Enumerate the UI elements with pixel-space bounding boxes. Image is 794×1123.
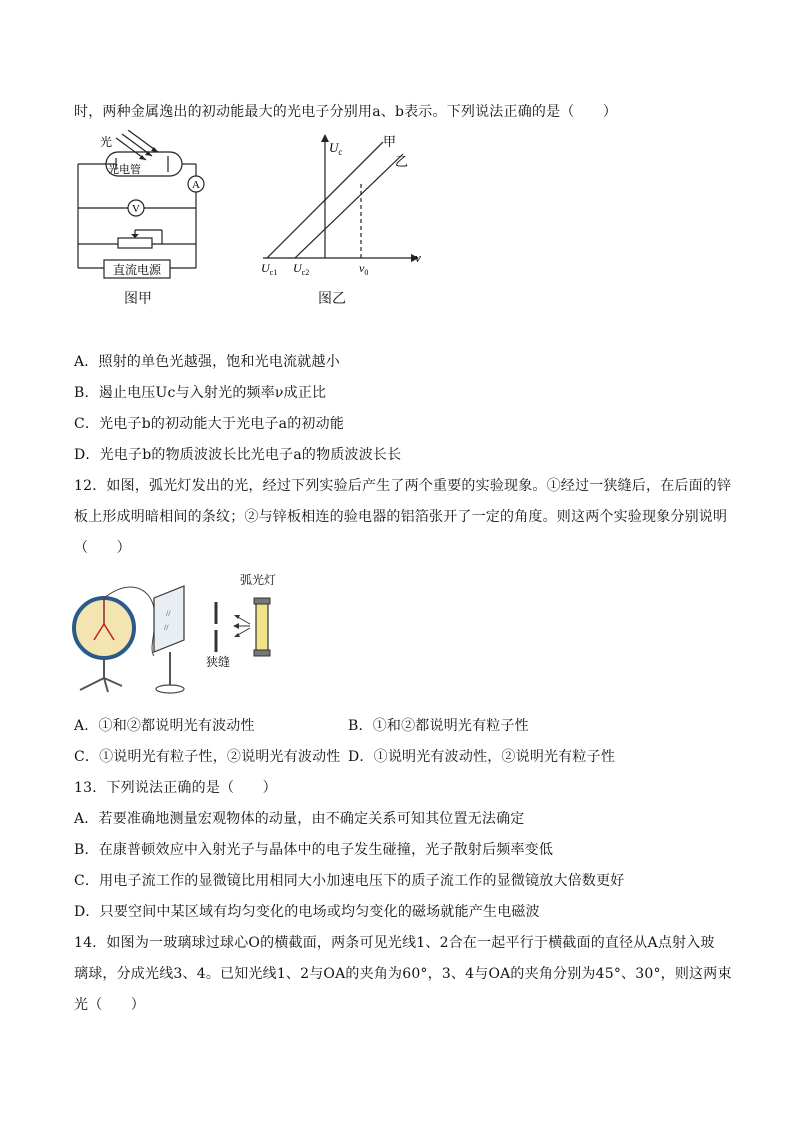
x-axis-label: ν <box>415 250 421 265</box>
q12-option-c: C．①说明光有粒子性，②说明光有波动性 <box>74 749 341 765</box>
voltmeter-label: V <box>132 203 140 215</box>
line-yi-label: 乙 <box>395 154 409 169</box>
ammeter-label: A <box>192 179 200 191</box>
q11-intro: 时，两种金属逸出的初动能最大的光电子分别用a、b表示。下列说法正确的是（ ） <box>74 104 618 120</box>
q12-option-b: B．①和②都说明光有粒子性 <box>348 718 529 734</box>
light-label: 光 <box>100 135 113 149</box>
circuit-figure <box>70 130 220 290</box>
q13-stem: 13．下列说法正确的是（ ） <box>74 780 277 796</box>
q12-option-a: A．①和②都说明光有波动性 <box>74 718 255 734</box>
q13-option-a: A．若要准确地测量宏观物体的动量，由不确定关系可知其位置无法确定 <box>74 811 525 827</box>
nu0-label: $\nu_0$ <box>359 261 369 277</box>
source-label: 直流电源 <box>112 263 162 277</box>
q14-stem-2: 璃球，分成光线3、4。已知光线1、2与OA的夹角为60°，3、4与OA的夹角分别为45°、30°，则这两束 <box>74 966 732 982</box>
tube-label: 光电管 <box>108 164 141 176</box>
q14-stem-3: 光（ ） <box>74 997 145 1013</box>
q11-option-c: C．光电子b的初动能大于光电子a的初动能 <box>74 416 345 432</box>
line-jia-label: 甲 <box>383 134 397 149</box>
q11-option-a: A．照射的单色光越强，饱和光电流就越小 <box>74 354 340 370</box>
fig-b-caption: 图乙 <box>318 291 346 307</box>
q13-option-b: B．在康普顿效应中入射光子与晶体中的电子发生碰撞，光子散射后频率变低 <box>74 842 554 858</box>
uc1-label: $U_{c1}$ <box>261 261 278 277</box>
q12-stem-1: 12．如图，弧光灯发出的光，经过下列实验后产生了两个重要的实验现象。①经过一狭缝后，在后面的锌 <box>74 478 732 494</box>
arc-lamp-experiment-figure <box>70 568 290 703</box>
q14-stem-1: 14．如图为一玻璃球过球心O的横截面，两条可见光线1、2合在一起平行于横截面的直径从A点射入玻 <box>74 935 715 951</box>
arc-lamp-label: 弧光灯 <box>240 573 277 587</box>
q12-option-d: D．①说明光有波动性，②说明光有粒子性 <box>348 749 616 765</box>
q12-stem-3: （ ） <box>74 540 131 556</box>
q13-option-c: C．用电子流工作的显微镜比用相同大小加速电压下的质子流工作的显微镜放大倍数更好 <box>74 873 625 889</box>
uc-nu-graph <box>255 130 435 280</box>
q13-option-d: D．只要空间中某区域有均匀变化的电场或均匀变化的磁场就能产生电磁波 <box>74 904 540 920</box>
q11-option-d: D．光电子b的物质波波长比光电子a的物质波波长长 <box>74 447 402 463</box>
q12-stem-2: 板上形成明暗相间的条纹；②与锌板相连的验电器的铝箔张开了一定的角度。则这两个实验现象分别说明 <box>74 509 728 525</box>
svg-text://: // <box>166 609 171 618</box>
y-axis-label: $U_c$ <box>329 140 343 157</box>
slit-label: 狭缝 <box>206 655 231 669</box>
uc2-label: $U_{c2}$ <box>293 261 310 277</box>
q11-option-b: B．遏止电压Uc与入射光的频率ν成正比 <box>74 385 327 401</box>
svg-text://: // <box>164 623 169 632</box>
fig-a-caption: 图甲 <box>124 291 152 307</box>
